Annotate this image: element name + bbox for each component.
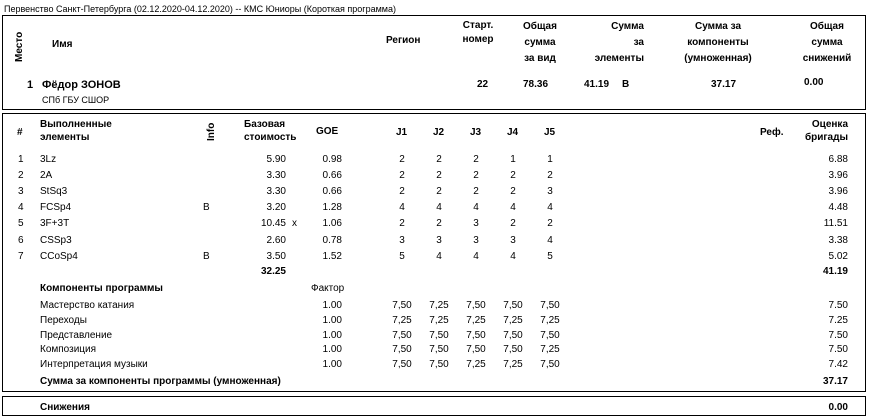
component-judge-score: 7,25 <box>392 314 412 326</box>
element-base-value: 2.60 <box>266 234 286 246</box>
element-judge-score: 5 <box>399 250 405 262</box>
skater-place: 1 <box>27 79 34 91</box>
component-factor: 1.00 <box>322 314 342 326</box>
element-base-value: 3.30 <box>266 170 286 182</box>
component-name: Интерпретация музыки <box>40 359 148 371</box>
component-judge-score: 7,25 <box>429 314 449 326</box>
skater-start-no: 22 <box>477 79 489 90</box>
element-goe: 1.52 <box>322 250 342 262</box>
start-no-header: Старт. номер <box>462 20 494 45</box>
j2-header: J2 <box>433 127 445 138</box>
component-judge-score: 7,50 <box>392 329 412 341</box>
info-header: Info <box>206 122 217 141</box>
deductions-score: 0.00 <box>828 402 848 413</box>
base-header: Базовая стоимость <box>244 119 297 143</box>
element-judge-score: 2 <box>473 154 479 165</box>
component-panel-score: 7.50 <box>828 344 848 356</box>
element-judge-score: 4 <box>510 202 516 214</box>
deductions-label: Снижения <box>40 402 90 413</box>
element-judge-score: 2 <box>510 218 516 230</box>
place-header: Место <box>14 31 25 62</box>
component-judge-score: 7,50 <box>429 344 449 356</box>
element-number: 5 <box>18 218 24 230</box>
component-judge-score: 7,50 <box>466 300 486 311</box>
element-number: 3 <box>18 186 24 198</box>
element-panel-score: 5.02 <box>828 250 848 262</box>
skater-club: СПб ГБУ СШОР <box>42 95 110 105</box>
element-base-value: 5.90 <box>266 154 286 165</box>
component-panel-score: 7.50 <box>828 300 848 311</box>
element-judge-score: 2 <box>399 154 405 165</box>
component-name: Представление <box>40 329 113 341</box>
element-goe: 0.98 <box>322 154 342 165</box>
element-judge-score: 2 <box>547 218 553 230</box>
component-name: Переходы <box>40 314 87 326</box>
total-segment-header: Общая сумма за вид <box>523 21 557 64</box>
element-judge-score: 1 <box>547 154 553 165</box>
component-judge-score: 7,50 <box>429 359 449 371</box>
component-judge-score: 7,50 <box>540 359 560 371</box>
component-factor: 1.00 <box>322 329 342 341</box>
element-number: 2 <box>18 170 24 182</box>
elements-sum-header: Сумма за элементы <box>594 21 644 64</box>
component-judge-score: 7,50 <box>540 300 560 311</box>
component-judge-score: 7,25 <box>429 300 449 311</box>
component-panel-score: 7.25 <box>828 314 848 326</box>
element-judge-score: 4 <box>473 250 479 262</box>
j4-header: J4 <box>507 127 519 138</box>
element-judge-score: 2 <box>547 170 553 182</box>
component-judge-score: 7,50 <box>503 300 523 311</box>
event-title: Первенство Санкт-Петербурга (02.12.2020-04.12.2020) -- КМС Юниоры (Короткая программа) <box>4 4 396 14</box>
goe-header: GOE <box>316 126 339 137</box>
element-panel-score: 3.96 <box>828 186 848 198</box>
element-base-value: 10.45 <box>260 218 286 230</box>
component-judge-score: 7,50 <box>392 300 412 311</box>
element-judge-score: 2 <box>473 170 479 182</box>
element-base-value: 3.30 <box>266 186 286 198</box>
element-judge-score: 2 <box>399 170 405 182</box>
element-panel-score: 3.38 <box>828 234 848 246</box>
skater-total: 78.36 <box>523 79 549 90</box>
component-judge-score: 7,25 <box>466 359 486 371</box>
component-judge-score: 7,25 <box>466 314 486 326</box>
component-name: Композиция <box>40 344 97 356</box>
element-judge-score: 5 <box>547 250 553 262</box>
elements-score-total: 41.19 <box>822 266 848 277</box>
element-judge-score: 4 <box>547 202 553 214</box>
deductions-box <box>2 396 866 416</box>
element-info: B <box>203 250 210 262</box>
element-goe: 1.28 <box>322 202 342 214</box>
component-panel-score: 7.50 <box>828 329 848 341</box>
element-judge-score: 3 <box>436 234 442 246</box>
component-judge-score: 7,25 <box>540 314 560 326</box>
component-judge-score: 7,50 <box>466 344 486 356</box>
element-code: 3Lz <box>40 154 57 165</box>
component-judge-score: 7,50 <box>392 344 412 356</box>
elements-base-total: 32.25 <box>260 266 286 277</box>
element-number: 1 <box>18 154 24 165</box>
component-judge-score: 7,50 <box>392 359 412 371</box>
skater-components-score: 37.17 <box>711 79 737 90</box>
component-judge-score: 7,50 <box>503 344 523 356</box>
element-judge-score: 3 <box>510 234 516 246</box>
element-judge-score: 2 <box>473 186 479 198</box>
deductions-total-header: Общая сумма снижений <box>802 21 852 64</box>
element-judge-score: 4 <box>473 202 479 214</box>
element-judge-score: 4 <box>510 250 516 262</box>
num-header: # <box>17 127 23 138</box>
element-judge-score: 3 <box>473 218 479 230</box>
component-factor: 1.00 <box>322 359 342 371</box>
element-number: 4 <box>18 202 24 214</box>
element-bonus-mark: x <box>292 218 297 230</box>
element-code: CSSp3 <box>40 234 72 246</box>
element-base-value: 3.20 <box>266 202 286 214</box>
element-judge-score: 2 <box>436 186 442 198</box>
components-total-score: 37.17 <box>822 376 848 387</box>
j5-header: J5 <box>544 127 556 138</box>
element-judge-score: 3 <box>399 234 405 246</box>
element-panel-score: 11.51 <box>823 218 848 230</box>
component-name: Мастерство катания <box>40 300 135 311</box>
component-judge-score: 7,50 <box>466 329 486 341</box>
components-sum-header: Сумма за компоненты (умноженная) <box>684 21 752 64</box>
factor-header: Фактор <box>311 283 345 294</box>
element-code: 3F+3T <box>40 218 70 230</box>
j3-header: J3 <box>470 127 482 138</box>
element-judge-score: 2 <box>510 170 516 182</box>
element-goe: 0.78 <box>322 234 342 246</box>
component-panel-score: 7.42 <box>828 359 848 371</box>
element-panel-score: 6.88 <box>828 154 848 165</box>
element-judge-score: 2 <box>436 218 442 230</box>
element-info: B <box>203 202 210 214</box>
element-judge-score: 2 <box>436 170 442 182</box>
element-number: 7 <box>18 250 24 262</box>
element-goe: 0.66 <box>322 186 342 198</box>
element-judge-score: 4 <box>436 250 442 262</box>
element-judge-score: 2 <box>399 186 405 198</box>
element-judge-score: 4 <box>436 202 442 214</box>
element-judge-score: 3 <box>547 186 553 198</box>
j1-header: J1 <box>396 127 408 138</box>
name-header: Имя <box>52 39 73 50</box>
component-judge-score: 7,25 <box>540 344 560 356</box>
component-judge-score: 7,50 <box>429 329 449 341</box>
components-total-label: Сумма за компоненты программы (умноженная) <box>40 376 281 387</box>
element-goe: 0.66 <box>322 170 342 182</box>
element-judge-score: 2 <box>510 186 516 198</box>
element-judge-score: 2 <box>436 154 442 165</box>
region-header: Регион <box>386 35 421 46</box>
element-code: CCoSp4 <box>40 250 78 262</box>
skater-elements-score: 41.19 <box>584 79 610 90</box>
element-judge-score: 2 <box>399 218 405 230</box>
panel-header: Оценка бригады <box>804 119 848 143</box>
element-base-value: 3.50 <box>266 250 286 262</box>
ref-header: Реф. <box>760 127 784 138</box>
executed-header: Выполненные элементы <box>40 119 112 143</box>
component-judge-score: 7,50 <box>540 329 560 341</box>
components-title: Компоненты программы <box>40 283 163 294</box>
element-code: FCSp4 <box>40 202 72 214</box>
element-panel-score: 4.48 <box>828 202 848 214</box>
element-number: 6 <box>18 234 24 246</box>
component-judge-score: 7,50 <box>503 329 523 341</box>
component-factor: 1.00 <box>322 300 342 311</box>
component-judge-score: 7,25 <box>503 314 523 326</box>
element-panel-score: 3.96 <box>828 170 848 182</box>
skater-name: Фёдор ЗОНОВ <box>42 79 121 91</box>
skater-elements-mark: B <box>622 79 630 90</box>
element-judge-score: 4 <box>399 202 405 214</box>
element-judge-score: 4 <box>547 234 553 246</box>
component-factor: 1.00 <box>322 344 342 356</box>
element-code: 2A <box>40 170 53 182</box>
element-goe: 1.06 <box>322 218 342 230</box>
component-judge-score: 7,25 <box>503 359 523 371</box>
element-code: StSq3 <box>40 186 68 198</box>
element-judge-score: 3 <box>473 234 479 246</box>
skater-deductions: 0.00 <box>804 77 824 88</box>
element-judge-score: 1 <box>510 154 516 165</box>
